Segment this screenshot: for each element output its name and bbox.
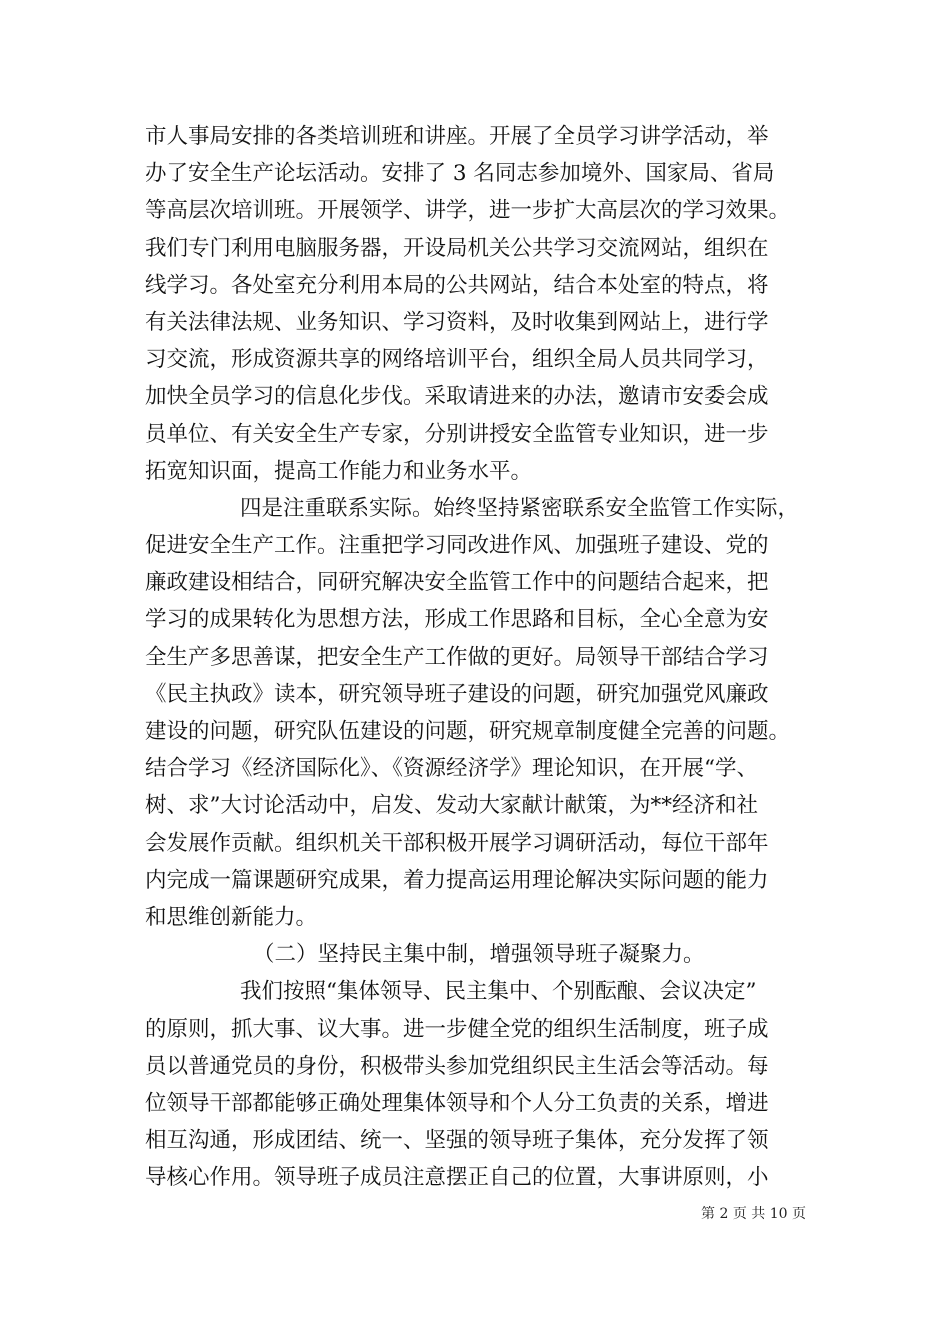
text-line: 内完成一篇课题研究成果，着力提高运用理论解决实际问题的能力 bbox=[145, 867, 769, 893]
text-line: 有关法律法规、业务知识、学习资料，及时收集到网站上，进行学 bbox=[145, 309, 769, 335]
text-line: 相互沟通，形成团结、统一、坚强的领导班子集体，充分发挥了领 bbox=[145, 1128, 769, 1154]
text-line: 《民主执政》读本，研究领导班子建设的问题，研究加强党风廉政 bbox=[145, 681, 769, 707]
text-line: 员以普通党员的身份，积极带头参加党组织民主生活会等活动。每 bbox=[145, 1053, 769, 1079]
text-line: 员单位、有关安全生产专家，分别讲授安全监管专业知识，进一步 bbox=[145, 421, 769, 447]
text-line: 市人事局安排的各类培训班和讲座。开展了全员学习讲学活动，举 bbox=[145, 124, 769, 149]
text-line: 我们专门利用电脑服务器，开设局机关公共学习交流网站，组织在 bbox=[145, 235, 769, 261]
text-line: 廉政建设相结合，同研究解决安全监管工作中的问题结合起来，把 bbox=[145, 570, 769, 596]
text-line: 树、求”大讨论活动中，启发、发动大家献计献策，为**经济和社 bbox=[145, 793, 758, 819]
text-line: 等高层次培训班。开展领学、讲学，进一步扩大高层次的学习效果。 bbox=[145, 198, 791, 224]
text-line: 学习的成果转化为思想方法，形成工作思路和目标，全心全意为安 bbox=[145, 607, 769, 633]
text-line: 线学习。各处室充分利用本局的公共网站，结合本处室的特点，将 bbox=[145, 272, 769, 298]
text-line: 和思维创新能力。 bbox=[145, 904, 318, 930]
text-line: 会发展作贡献。组织机关干部积极开展学习调研活动，每位干部年 bbox=[145, 830, 769, 856]
paragraph-start-line: 我们按照“集体领导、民主集中、个别酝酿、会议决定” bbox=[240, 979, 757, 1005]
text-line: 位领导干部都能够正确处理集体领导和个人分工负责的关系，增进 bbox=[145, 1090, 769, 1116]
text-line: 办了安全生产论坛活动。安排了 3 名同志参加境外、国家局、省局 bbox=[145, 161, 775, 187]
page-footer: 第 2 页 共 10 页 bbox=[701, 1206, 806, 1222]
paragraph-start-line: 四是注重联系实际。始终坚持紧密联系安全监管工作实际， bbox=[240, 495, 800, 521]
text-line: 结合学习《经济国际化》、《资源经济学》理论知识，在开展“学、 bbox=[145, 756, 758, 782]
text-line: 加快全员学习的信息化步伐。采取请进来的办法，邀请市安委会成 bbox=[145, 384, 769, 410]
body-text bbox=[145, 118, 805, 1196]
text-line: 习交流，形成资源共享的网络培训平台，组织全局人员共同学习， bbox=[145, 347, 769, 373]
text-line: 建设的问题，研究队伍建设的问题，研究规章制度健全完善的问题。 bbox=[145, 719, 791, 744]
text-line: 促进安全生产工作。注重把学习同改进作风、加强班子建设、党的 bbox=[145, 533, 769, 559]
section-heading: （二）坚持民主集中制，增强领导班子凝聚力。 bbox=[253, 942, 705, 968]
text-line: 的原则，抓大事、议大事。进一步健全党的组织生活制度，班子成 bbox=[145, 1016, 769, 1042]
text-line: 全生产多思善谋，把安全生产工作做的更好。局领导干部结合学习 bbox=[145, 644, 769, 670]
text-line: 拓宽知识面，提高工作能力和业务水平。 bbox=[145, 458, 533, 484]
text-line: 导核心作用。领导班子成员注意摆正自己的位置，大事讲原则，小 bbox=[145, 1165, 769, 1191]
